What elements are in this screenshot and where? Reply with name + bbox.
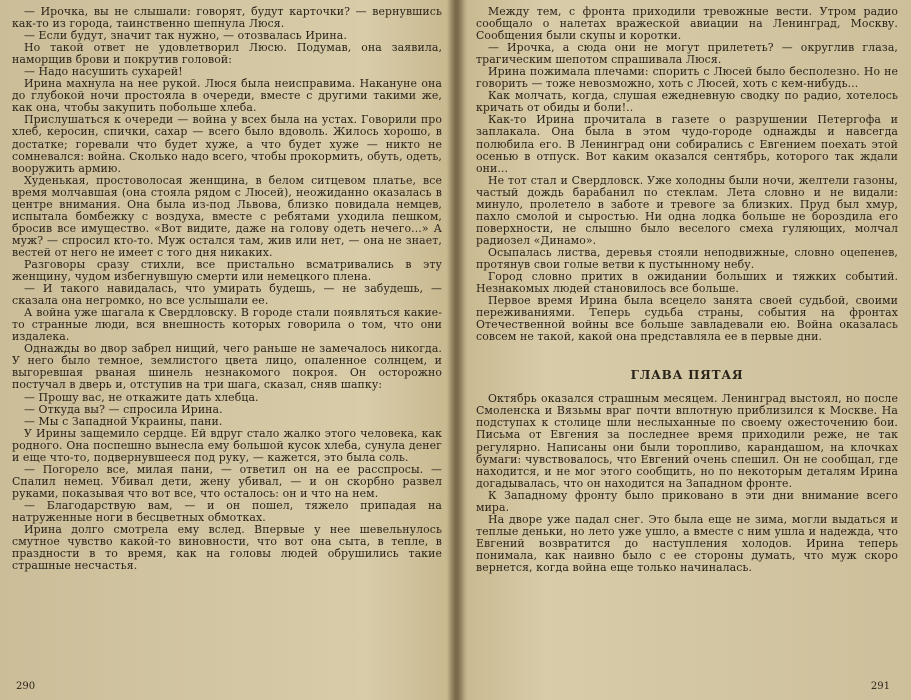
paragraph: Между тем, с фронта приходили тревожные вести. Утром радио сообщало о налетах вражеской авиации на Ленинград, Москву. Сообщения были скупы и коротки. xyxy=(476,6,898,43)
paragraph: Не тот стал и Свердловск. Уже холодны были ночи, желтели газоны, частый дождь барабанил по стеклам. Лета словно и не видали: минуло, пролетело в заботе и тревоге за близких. Пруд был хмур, пахло смолой и сыростью. Ни одна лодка больше не бороздила его поверхности, не слышно было веселого смеха гуляющих, молчал радиозел «Динамо». xyxy=(476,173,898,247)
left-page xyxy=(12,6,442,696)
paragraph: Ирина пожимала плечами: спорить с Люсей было бесполезно. Но не говорить — тоже невозможно, хоть с Люсей, хоть с кем-нибудь... xyxy=(476,65,898,91)
paragraph: Ирина долго смотрела ему вслед. Впервые у нее шевельнулось смутное чувство какой-то виновности, что вот она сыта, в тепле, в праздности в то время, как на головы людей обрушились такие страшные несчастья. xyxy=(12,523,442,573)
paragraph: Осыпалась листва, деревья стояли неподвижные, словно оцепенев, протянув свои голые ветви к пустынному небу. xyxy=(476,245,898,271)
paragraph: Однажды во двор забрел нищий, чего раньше не замечалось никогда. У него было темное, землистого цвета лицо, опаленное солнцем, и выгоревшая рваная шинель незнакомого покроя. Он осторожно постучал в дверь и, отступив на три шага, сказал, сняв шапку: xyxy=(12,342,442,392)
paragraph: Октябрь оказался страшным месяцем. Ленинград выстоял, но после Смоленска и Вязьмы враг почти вплотную приблизился к Москве. На подступах к столице шли неслыханные по своему ожесточению бои. Письма от Евгения за последнее время приходили реже, не так регулярно. Написаны они были торопливо, карандашом, на клочках бумаги: чувствовалось, что Евгений очень спешил. Он не сообщал, где находится, и не мог этого сообщить, но по некоторым деталям Ирина догадывалась, что он находится на Западном фронте. xyxy=(476,392,898,490)
paragraph: — И такого навидалась, что умирать будешь, — не забудешь, — сказала она негромко, но все услышали ее. xyxy=(12,282,442,308)
paragraph: — Ирочка, а сюда они не могут прилететь? — округлив глаза, трагическим шепотом спрашивала Люся. xyxy=(476,41,898,67)
paragraph: Первое время Ирина была всецело занята своей судьбой, своими переживаниями. Теперь судьба страны, события на фронтах Отечественной войны все больше завладевали ею. Война оказалась совсем не такой, какой она представляла ее в первые дни. xyxy=(476,294,898,344)
paragraph: Худенькая, простоволосая женщина, в белом ситцевом платье, все время молчавшая (она стояла рядом с Люсей), неожиданно оказалась в центре внимания. Она была из-под Львова, близко повидала немцев, испытала бомбежку с воздуха, вместе с ребятами уходила пешком, бросив все имущество. «Вот видите, даже на голову одеть нечего...» А муж? — спросил кто-то. Муж остался там, жив или нет, — она не знает, вестей от него не имеет с того дня никаких. xyxy=(12,173,442,259)
paragraph: Город словно притих в ожидании больших и тяжких событий. Незнакомых людей становилось все больше. xyxy=(476,270,898,296)
paragraph: Как-то Ирина прочитала в газете о разрушении Петергофа и заплакала. Она была в этом чудо-городе однажды и навсегда полюбила его. В Ленинград они собирались с Евгением поехать этой осенью в отпуск. Вот каким оказался сентябрь, которого так ждали они... xyxy=(476,113,898,175)
paragraph: Прислушаться к очереди — война у всех была на устах. Говорили про хлеб, керосин, спички, сахар — всего было вдоволь. Жилось хорошо, в достатке; горевали что будет хуже, а что будет хуже — никто не сомневался: война. Сколько надо всего, чтобы прокормить, обуть, одеть, вооружить армию. xyxy=(12,113,442,175)
right-page xyxy=(476,6,898,696)
right-page-number: 291 xyxy=(870,681,890,692)
paragraph: — Если будут, значит так нужно, — отозвалась Ирина. xyxy=(24,29,347,43)
paragraph: На дворе уже падал снег. Это была еще не зима, могли выдаться и теплые деньки, но лето уже ушло, а вместе с ним ушла и надежда, что Евгений возвратится до наступления холодов. Ирина теперь понимала, как наивно было с ее стороны думать, что муж скоро вернется, когда война еще только начиналась. xyxy=(476,512,898,574)
paragraph: К Западному фронту было приковано в эти дни внимание всего мира. xyxy=(476,488,898,514)
left-page-text xyxy=(12,6,442,572)
paragraph: — Надо насушить сухарей! xyxy=(24,65,183,79)
paragraph: Ирина махнула на нее рукой. Люся была неисправима. Накануне она до глубокой ночи простояла в очереди, вместе с другими такими же, как она, чтобы закупить побольше хлеба. xyxy=(12,77,442,115)
paragraph: — Прошу вас, не откажите дать хлебца. xyxy=(24,390,259,404)
paragraph: — Ирочка, вы не слышали: говорят, будут карточки? — вернувшись как-то из города, таинственно шепнула Люся. xyxy=(12,6,442,31)
paragraph: — Мы с Западной Украины, пани. xyxy=(24,414,223,428)
book-gutter xyxy=(448,0,468,700)
paragraph: — Благодарствую вам, — и он пошел, тяжело припадая на натруженные ноги в бесцветных обмотках. xyxy=(12,498,442,524)
paragraph: Разговоры сразу стихли, все пристально всматривались в эту женщину, чудом избегнувшую смерти или немецкого плена. xyxy=(12,257,442,284)
paragraph: Как молчать, когда, слушая ежедневную сводку по радио, хотелось кричать от обиды и боли!.. xyxy=(476,89,898,115)
paragraph: Но такой ответ не удовлетворил Люсю. Подумав, она заявила, наморщив брови и покрутив головой: xyxy=(12,41,442,67)
left-page-number: 290 xyxy=(16,681,36,692)
right-page-text-after xyxy=(476,393,898,574)
paragraph: — Откуда вы? — спросила Ирина. xyxy=(24,402,223,416)
paragraph: — Погорело все, милая пани, — ответил он на ее расспросы. — Спалил немец. Убивал дети, жену убивал, — и он скорбно развел руками, показывая что вот все, что осталось: он и что на нем. xyxy=(12,462,442,500)
chapter-title: ГЛАВА ПЯТАЯ xyxy=(630,368,744,383)
paragraph: У Ирины защемило сердце. Ей вдруг стало жалко этого человека, как родного. Она поспешно вынесла ему большой кусок хлеба, сунула денег и еще что-то, подвернувшееся под руку, — кажется, это была соль. xyxy=(12,426,442,464)
paragraph: А война уже шагала к Свердловску. В городе стали появляться какие-то странные люди, вся внешность которых говорила о том, что они издалека. xyxy=(12,306,442,344)
right-page-text-before xyxy=(476,6,898,343)
